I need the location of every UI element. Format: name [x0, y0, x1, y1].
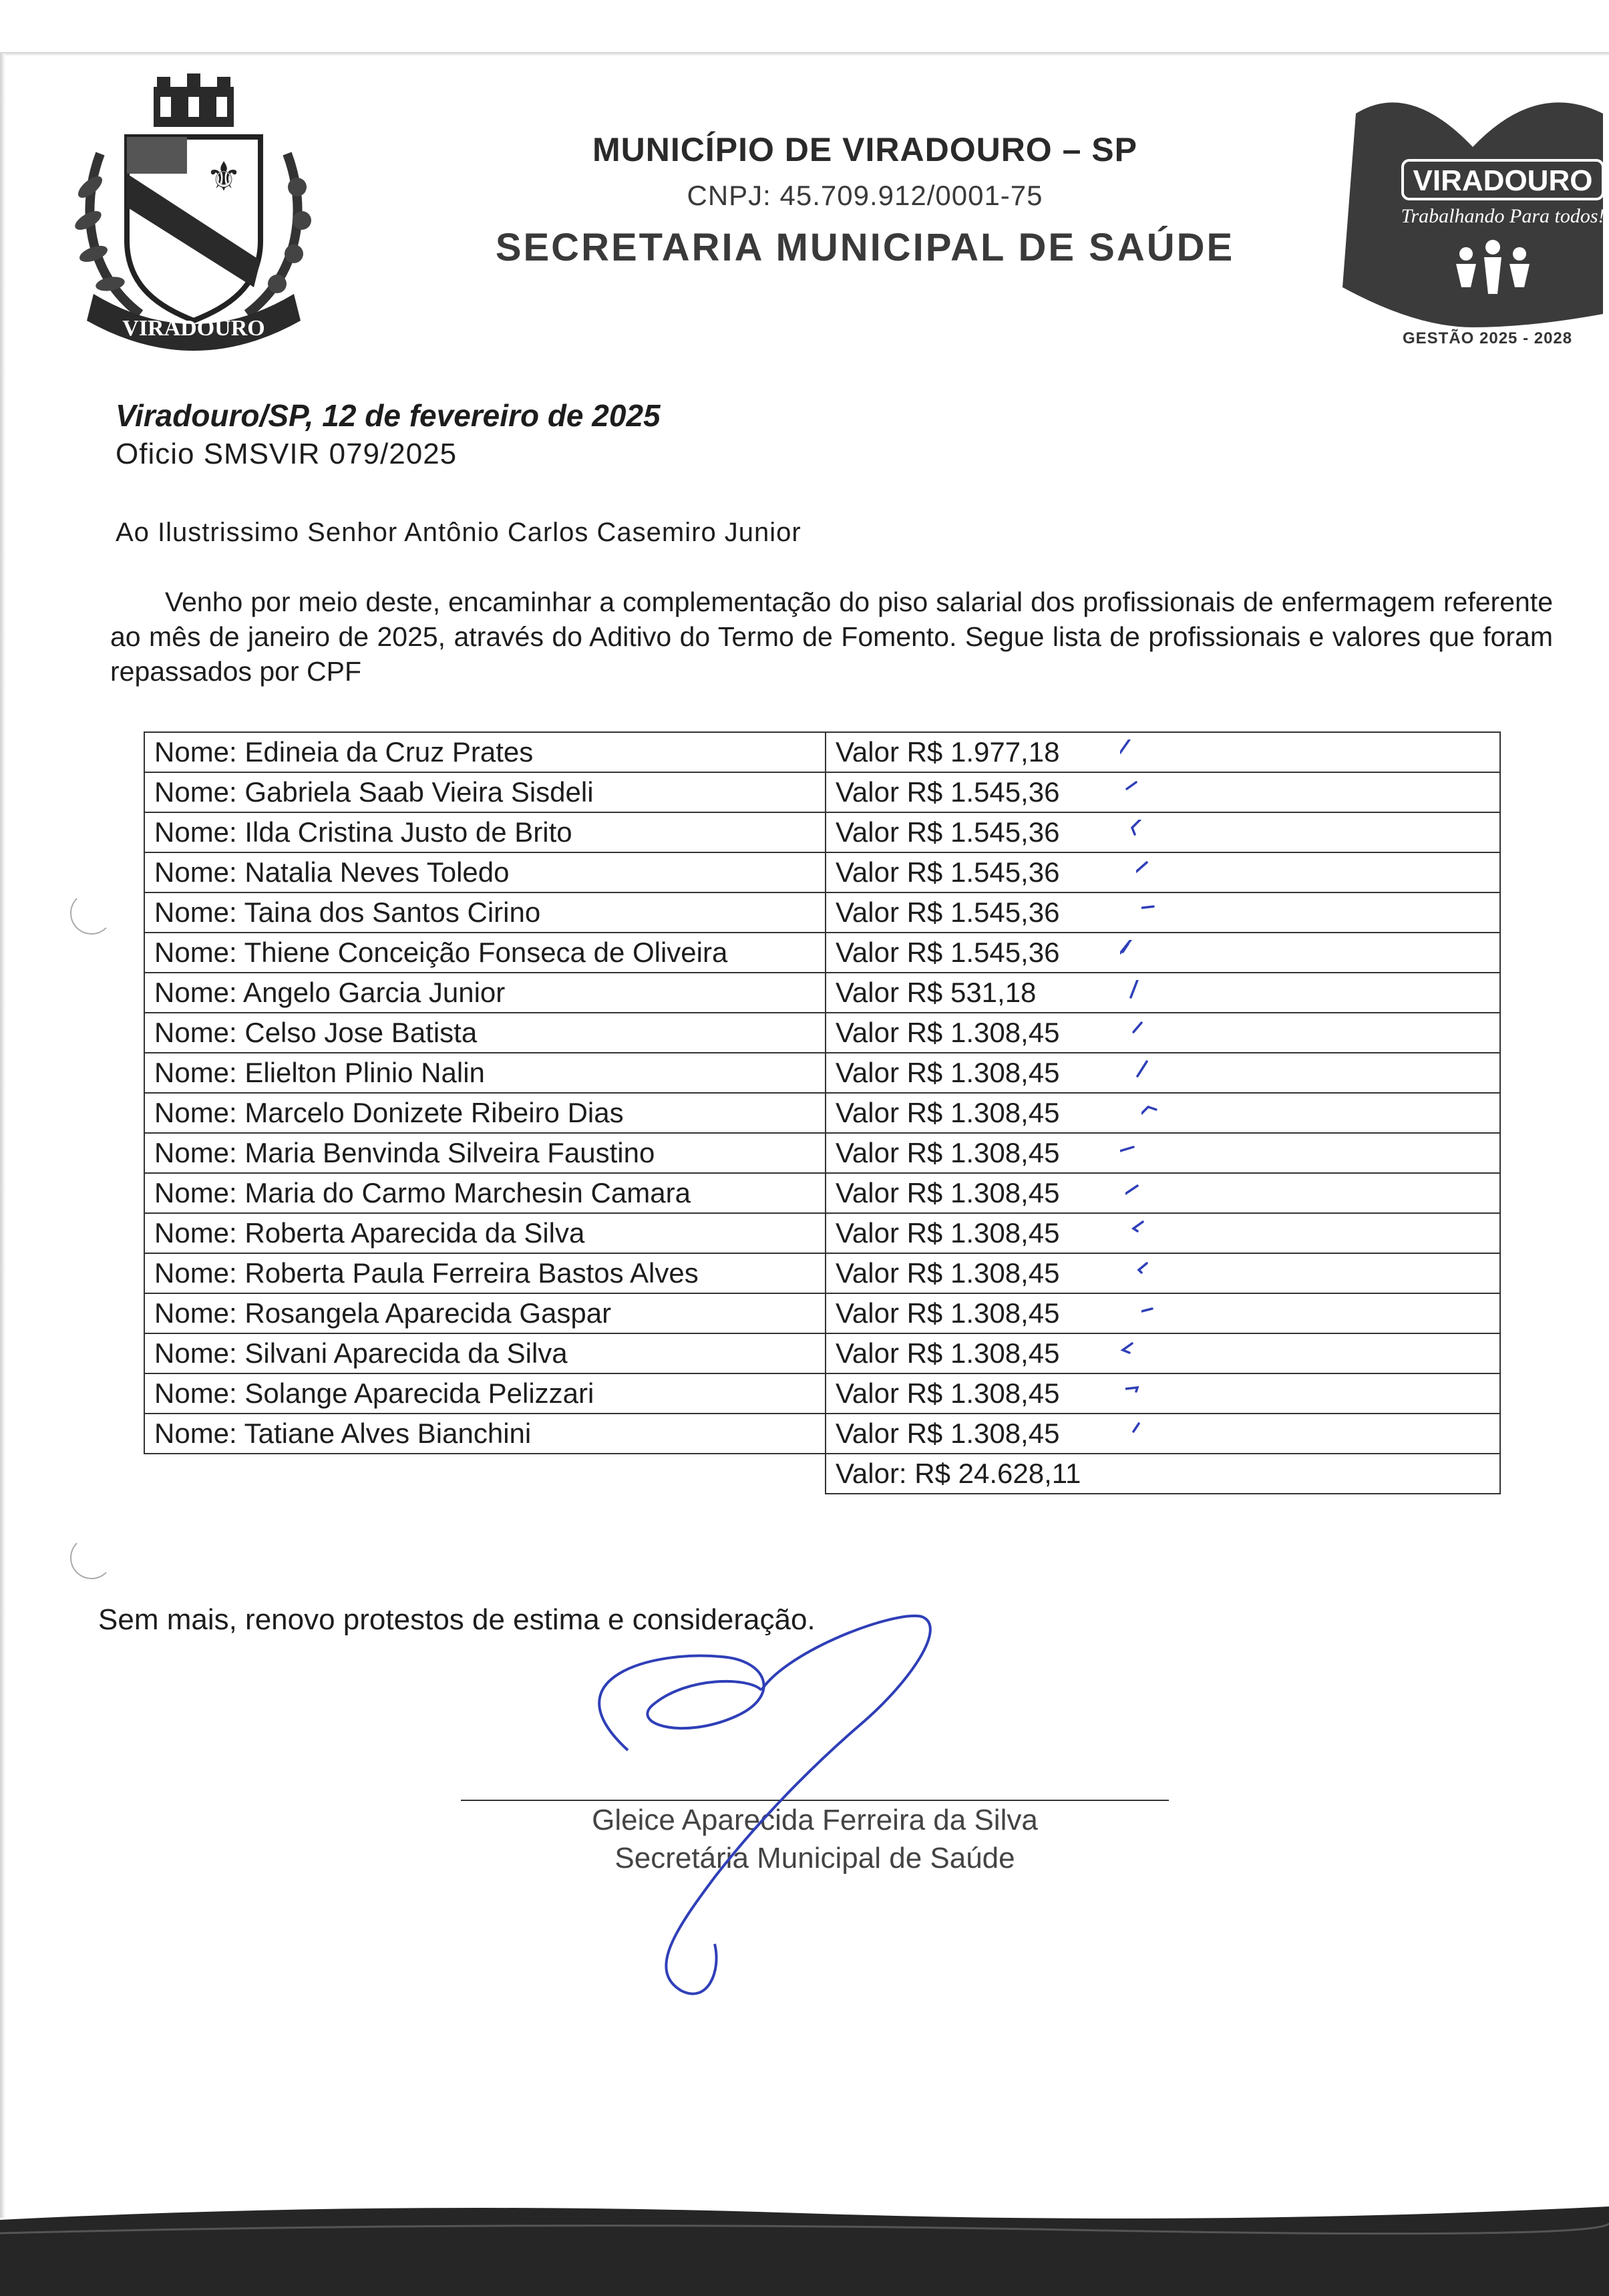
payment-value: Valor R$ 1.545,36 — [826, 892, 1500, 933]
paper-left-edge — [0, 53, 5, 2218]
table-row — [144, 1333, 1500, 1373]
table-row — [144, 732, 1500, 772]
handwritten-check-icon — [1131, 1020, 1151, 1043]
professional-name: Nome: Rosangela Aparecida Gaspar — [144, 1293, 826, 1333]
handwritten-check-icon — [1136, 860, 1156, 882]
table-row — [144, 933, 1500, 973]
payment-value: Valor R$ 1.545,36 — [826, 772, 1500, 812]
professional-name: Nome: Roberta Paula Ferreira Bastos Alves — [144, 1253, 826, 1293]
table-row — [144, 1173, 1500, 1213]
table-row — [144, 1093, 1500, 1133]
payment-value: Valor R$ 1.308,45 — [826, 1093, 1500, 1133]
payment-value: Valor R$ 1.545,36 — [826, 852, 1500, 892]
handwritten-check-icon — [1141, 900, 1161, 923]
payment-value: Valor R$ 1.308,45 — [826, 1373, 1500, 1414]
handwritten-check-icon — [1141, 1301, 1161, 1323]
letter-body: Venho por meio deste, encaminhar a complementação do piso salarial dos profissionais de enfermagem referente ao mês de janeiro de 2025, através do Aditivo do Termo de Fomento. Segue lista de profissionais e valores que foram repassados por CPF — [110, 587, 1553, 687]
professional-name: Nome: Angelo Garcia Junior — [144, 973, 826, 1013]
handwritten-check-icon — [1120, 1341, 1140, 1363]
handwritten-check-icon — [1136, 1261, 1156, 1283]
signer-name: Gleice Aparecida Ferreira da Silva — [592, 1804, 1038, 1836]
professional-name: Nome: Natalia Neves Toledo — [144, 852, 826, 892]
closing-remark: Sem mais, renovo protestos de estima e consideração. — [98, 1603, 816, 1636]
handwritten-check-icon — [1125, 980, 1145, 1003]
professional-name: Nome: Maria Benvinda Silveira Faustino — [144, 1133, 826, 1173]
administration-term: GESTÃO 2025 - 2028 — [1403, 329, 1573, 347]
handwritten-check-icon — [1141, 1100, 1161, 1123]
table-row — [144, 1053, 1500, 1093]
handwritten-signature — [548, 1597, 1055, 2024]
handwritten-check-icon — [1136, 1060, 1156, 1083]
handwritten-check-icon — [1120, 1140, 1140, 1163]
professional-name: Nome: Maria do Carmo Marchesin Camara — [144, 1173, 826, 1213]
municipality-title: MUNICÍPIO DE VIRADOURO – SP — [592, 131, 1137, 168]
payment-value: Valor R$ 1.308,45 — [826, 1173, 1500, 1213]
paper-top-edge — [0, 52, 1609, 56]
professional-name: Nome: Roberta Aparecida da Silva — [144, 1213, 826, 1253]
payment-value: Valor R$ 1.308,45 — [826, 1414, 1500, 1454]
total-row — [144, 1454, 1500, 1494]
payment-value: Valor R$ 1.308,45 — [826, 1053, 1500, 1093]
cnpj-number: CNPJ: 45.709.912/0001-75 — [687, 180, 1043, 211]
professional-name: Nome: Thiene Conceição Fonseca de Oliveira — [144, 933, 826, 973]
table-row — [144, 812, 1500, 852]
payment-value: Valor R$ 1.977,18 — [826, 732, 1500, 772]
table-row — [144, 1253, 1500, 1293]
professional-name: Nome: Marcelo Donizete Ribeiro Dias — [144, 1093, 826, 1133]
table-row — [144, 1013, 1500, 1053]
brand-name: VIRADOURO — [1413, 164, 1593, 197]
table-row — [144, 1293, 1500, 1333]
payment-value: Valor R$ 1.308,45 — [826, 1333, 1500, 1373]
letterhead — [401, 130, 1329, 270]
table-row — [144, 1133, 1500, 1173]
letter-date: Viradouro/SP, 12 de fevereiro de 2025 — [116, 398, 661, 433]
punch-hole-mark — [70, 892, 113, 935]
payment-value: Valor R$ 1.308,45 — [826, 1013, 1500, 1053]
professional-name: Nome: Gabriela Saab Vieira Sisdeli — [144, 772, 826, 812]
scan-shadow-band — [0, 2193, 1609, 2296]
table-row — [144, 1414, 1500, 1454]
professional-name: Nome: Taina dos Santos Cirino — [144, 892, 826, 933]
payment-value: Valor R$ 531,18 — [826, 973, 1500, 1013]
handwritten-check-icon — [1131, 820, 1151, 842]
municipal-crest-icon — [53, 73, 334, 354]
professional-name: Nome: Solange Aparecida Pelizzari — [144, 1373, 826, 1414]
professional-name: Nome: Edineia da Cruz Prates — [144, 732, 826, 772]
payment-value: Valor R$ 1.308,45 — [826, 1133, 1500, 1173]
signer-title: Secretária Municipal de Saúde — [614, 1842, 1015, 1874]
table-row — [144, 772, 1500, 812]
handwritten-check-icon — [1125, 1180, 1145, 1203]
payment-value: Valor R$ 1.308,45 — [826, 1293, 1500, 1333]
handwritten-check-icon — [1125, 780, 1145, 802]
table-row — [144, 892, 1500, 933]
professional-name: Nome: Elielton Plinio Nalin — [144, 1053, 826, 1093]
svg-text:⚜: ⚜ — [206, 154, 242, 200]
table-row — [144, 1373, 1500, 1414]
payment-table — [144, 731, 1501, 1494]
table-row — [144, 973, 1500, 1013]
family-icon — [1456, 240, 1530, 294]
office-number: Oficio SMSVIR 079/2025 — [116, 438, 458, 470]
table-row — [144, 852, 1500, 892]
handwritten-check-icon — [1125, 1381, 1145, 1404]
professional-name: Nome: Tatiane Alves Bianchini — [144, 1414, 826, 1454]
handwritten-check-icon — [1120, 740, 1140, 762]
table-row — [144, 1213, 1500, 1253]
administration-logo — [1329, 87, 1609, 354]
crest-banner-text: VIRADOURO — [122, 316, 265, 341]
payment-value: Valor R$ 1.545,36 — [826, 933, 1500, 973]
department-title: SECRETARIA MUNICIPAL DE SAÚDE — [495, 226, 1235, 269]
handwritten-check-icon — [1131, 1220, 1151, 1243]
letter-greeting: Ao Ilustrissimo Senhor Antônio Carlos Casemiro Junior — [116, 518, 801, 547]
total-value: Valor: R$ 24.628,11 — [826, 1454, 1500, 1494]
professional-name: Nome: Ilda Cristina Justo de Brito — [144, 812, 826, 852]
punch-hole-mark — [70, 1536, 113, 1579]
payment-value: Valor R$ 1.308,45 — [826, 1213, 1500, 1253]
payment-value: Valor R$ 1.308,45 — [826, 1253, 1500, 1293]
professional-name: Nome: Celso Jose Batista — [144, 1013, 826, 1053]
handwritten-check-icon — [1131, 1421, 1151, 1444]
brand-slogan: Trabalhando Para todos! — [1401, 205, 1605, 227]
professional-name: Nome: Silvani Aparecida da Silva — [144, 1333, 826, 1373]
handwritten-check-icon — [1120, 940, 1140, 963]
payment-value: Valor R$ 1.545,36 — [826, 812, 1500, 852]
